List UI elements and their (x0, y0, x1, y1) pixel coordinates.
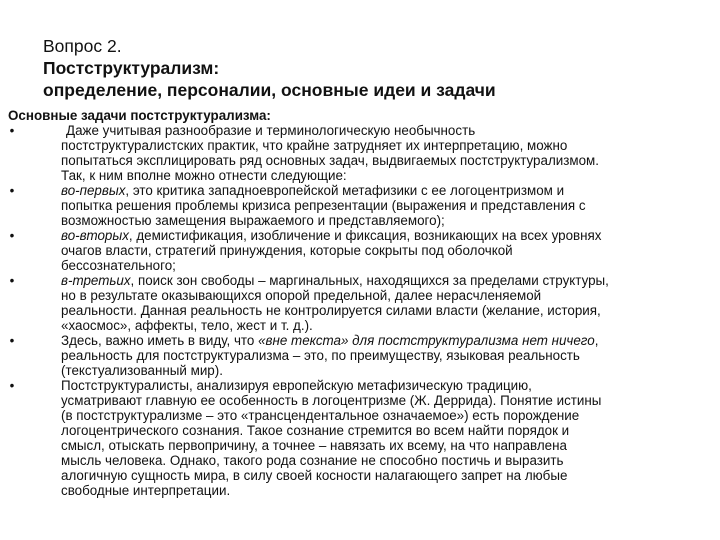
bullet-line: возможностью замещения выражаемого и представляемого); (61, 213, 445, 228)
bullet-line: (в постструктурализме – это «трансцендентальное означаемое») есть порождение (61, 408, 580, 423)
bullet-line: очагов власти, стратегий принуждения, которые сокрыты под оболочкой (61, 243, 513, 258)
bullet-line: Постструктуралисты, анализируя европейскую метафизическую традицию, (61, 378, 532, 393)
bullet-item (6, 123, 710, 183)
bullet-line: свободные интерпретации. (61, 483, 231, 498)
bullet-line (61, 183, 710, 198)
bullet-marker: • (9, 378, 15, 393)
bullet-text: , поиск зон свободы – маргинальных, находящихся за пределами структуры, (130, 273, 609, 288)
question-number: Вопрос 2. (43, 36, 122, 56)
bullet-line (61, 333, 710, 348)
bullet-line: попытка решения проблемы кризиса репрезентации (выражения и представления с (61, 198, 586, 213)
bullet-line: реальность для постструктурализма – это, по преимуществу, языковая реальность (61, 348, 580, 363)
bullet-item (6, 273, 710, 333)
bullet-line: постструктуралистских практик, что крайне затрудняет их интерпретацию, можно (61, 138, 568, 153)
bullet-line: Так, к ним вполне можно отнести следующие: (61, 168, 347, 183)
slide-title (43, 35, 703, 101)
bullet-line: бессознательного; (61, 258, 176, 273)
bullet-line: Даже учитывая разнообразие и терминологическую необычность (66, 123, 476, 138)
bullet-line: усматривают главную ее особенность в логоцентризме (Ж. Деррида). Понятие истины (61, 393, 602, 408)
emphasis-text: во-первых (61, 183, 126, 198)
bullet-line (61, 228, 710, 243)
emphasis-text: во-вторых (61, 228, 129, 243)
bullet-marker: • (9, 333, 15, 348)
bullet-item (6, 333, 710, 378)
bullet-line: но в результате оказывающихся опорой предельной, далее нерасчленяемой (61, 288, 542, 303)
bullet-item (6, 378, 710, 498)
emphasis-text: «вне текста» для постструктурализма нет ничего (258, 333, 595, 348)
content-body (6, 108, 710, 498)
bullet-marker: • (9, 123, 15, 138)
bullet-list (6, 123, 710, 498)
bullet-line: попытаться эксплицировать ряд основных задач, выдвигаемых постструктурализмом. (61, 153, 599, 168)
topic-subtitle: определение, персоналии, основные идеи и задачи (43, 80, 496, 100)
bullet-text: , демистификация, изобличение и фиксация, возникающих на всех уровнях (128, 228, 602, 243)
bullet-line: мысль человека. Однако, такого рода сознание не способно постичь и выразить (61, 453, 564, 468)
bullet-line: «хаосмос», аффекты, тело, жест и т. д.). (61, 318, 313, 333)
bullet-marker: • (9, 183, 15, 198)
bullet-marker: • (9, 273, 15, 288)
bullet-line: (текстуализованный мир). (61, 363, 223, 378)
bullet-line: алогичную сущность мира, в силу своей косности налагающего запрет на любые (61, 468, 568, 483)
bullet-item (6, 228, 710, 273)
bullet-text: , (594, 333, 599, 348)
bullet-text: , это критика западноевропейской метафизики с ее логоцентризмом и (125, 183, 565, 198)
bullet-marker: • (9, 228, 15, 243)
bullet-line: реальности. Данная реальность не контролируется силами власти (желание, история, (61, 303, 601, 318)
emphasis-text: в-третьих (61, 273, 131, 288)
bullet-line: смысл, отыскать первопричину, а точнее – навязать их всему, на что направлена (61, 438, 567, 453)
bullet-line (61, 273, 710, 288)
section-heading: Основные задачи постструктурализма: (8, 108, 271, 123)
bullet-item (6, 183, 710, 228)
bullet-text: Здесь, важно иметь в виду, что (61, 333, 259, 348)
bullet-line: логоцентрического сознания. Такое сознание стремится во всем найти порядок и (61, 423, 570, 438)
topic-title: Постструктурализм: (43, 58, 220, 78)
